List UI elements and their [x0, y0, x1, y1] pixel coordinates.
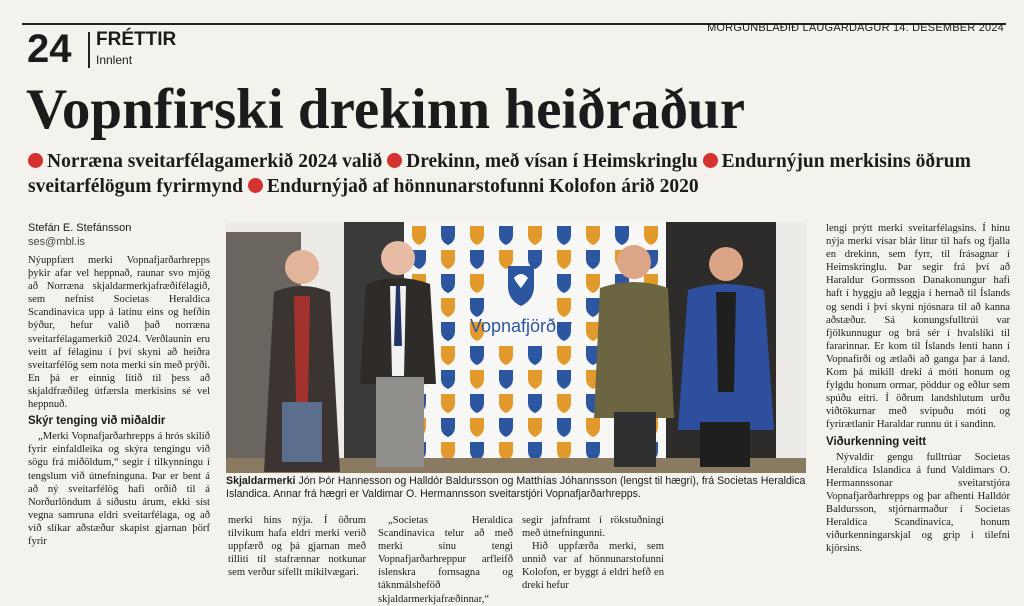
masthead: MORGUNBLAÐIÐ LAUGARDAGUR 14. DESEMBER 2024	[707, 22, 1004, 34]
column-5	[826, 222, 1010, 555]
deck	[28, 149, 1010, 199]
paragraph: „Societas Heraldica Scandinavica telur að með merki sínu tengi Vopnafjarðarhreppur arfleifð íslenskra fornsagna og táknmálsheföð skjaldarmerkjafræðinnar,“	[378, 515, 513, 605]
paragraph: Hið uppfærða merki, sem unnið var af hönnunarstofunni Kolofon, er byggt á eldri hefð en dreki hefur	[522, 541, 664, 592]
bullet-icon	[248, 178, 263, 193]
author: Stefán E. Stefánsson	[28, 222, 132, 234]
author-email[interactable]: ses@mbl.is	[28, 236, 86, 248]
subheading: Viðurkenning veitt	[826, 435, 927, 448]
headline: Vopnfirski drekinn heiðraður	[26, 78, 746, 141]
subsection-label: Innlent	[96, 53, 133, 67]
deck-item: Drekinn, með vísan í Heimskringlu	[406, 151, 698, 172]
bullet-icon	[703, 153, 718, 168]
column-2	[228, 514, 366, 579]
photo-illustration	[226, 222, 806, 473]
column-4	[522, 514, 664, 593]
header-divider	[88, 32, 90, 68]
backdrop-text: Vopnafjörður	[469, 316, 573, 336]
paragraph: Nývaldir gengu fulltrúar Societas Heraldica Islandica á fund Valdimars O. Hermannssonar sveitarstjóra Vopnafjarðarhrepps og þar afhenti Halldór Baldursson, stjórnarmaður í Societas Heraldica Scandinavica, honum viðurkenningarskjal og grip í tilefni kjörsins.	[826, 451, 1010, 555]
paragraph: segir jafnframt í rökstuðningi með útnefningunni.	[522, 515, 664, 540]
paragraph: merki hins nýja. Í öðrum tilvikum hafa eldri merki verið uppfærð og þá gjarnan með tilliti til stafrænnar notkunar sem verður sífellt mikilvægari.	[228, 515, 366, 579]
caption-lead: Skjaldarmerki	[226, 475, 296, 487]
paragraph: lengi prýtt merki sveitarfélagsins. Í hinu nýja merki vísar blár litur til hafs og fjalla en drekinn, sem fyrr, til frásagnar í Heimskringlu. Þar segir frá því að Haraldur Gormsson Danakonungur hafi haft í hyggju að leggja í hernað til Íslands og sendi í því skyni njósnara til að kanna aðstæður. Sá konungsfulltrúi var fjölkunnugur og brá sér í hvalslíki til fararinnar. Er kom til Íslands lenti hann í Vopnafirði og ætlaði að ganga þar á land. Kom þá mikill dreki á móti honum og fylgdu honum ormar, pöddur og eðlur sem spúðu eitri. Í öðrum landshlutum urðu viðtökurnar með svipuðu móti og fyrirætlanir Haraldar runnu út í sandinn.	[826, 223, 1010, 431]
deck-item: Endurnýjun merkisins öðrum sveitarfélögum fyrirmynd	[28, 151, 971, 197]
subheading: Skýr tenging við miðaldir	[28, 415, 166, 428]
paragraph: Nýuppfært merki Vopnafjarðarhrepps þykir afar vel heppnað, raunar svo mjög að Norræna skjaldarmerkjafræðifélagið, sem nefnist Societas Heraldica Scandinavica upp á latínu eins og hefðin býður, hefur valið það norræna sveitarfélagamerkið 2024. Verðlaunin eru veitt af félaginu í því skyni að heiðra sveitarfélög sem nota merki sín með prýði. En þá er einnig litið til þess að skjaldfræðileg útfærsla merkisins sé vel heppnuð.	[28, 255, 210, 411]
photo-caption	[226, 475, 806, 501]
bullet-icon	[28, 153, 43, 168]
deck-item: Endurnýjað af hönnunarstofunni Kolofon árið 2020	[266, 176, 699, 197]
paragraph: „Merki Vopnafjarðarhrepps á hrós skilið fyrir einfaldleika og skýra tengingu við sögu frá miðöldum,“ segir í tilkynningu í tengslum við útnefninguna. Þar er bent á að ný sveitarfélög hafi orðið til á Norðurlöndum á síðustu árum, ekki síst vegna samruna eldri sveitarfélaga, og að við slíkar aðstæður skapist gjarnan þörf fyrir	[28, 431, 210, 547]
bullet-icon	[387, 153, 402, 168]
section-label: FRÉTTIR	[96, 29, 177, 50]
photo	[226, 222, 806, 473]
column-1	[28, 254, 210, 548]
caption-text: Jón Þór Hannesson og Halldór Baldursson og Matthías Jóhannsson (lengst til hægri), frá Societas Heraldica Islandica. Annar frá hægri er Valdimar O. Hermannsson sveitarstjóri Vopnafjarðarhrepps.	[226, 475, 806, 500]
column-3	[378, 514, 513, 606]
page-number: 24	[27, 27, 72, 71]
deck-item: Norræna sveitarfélagamerkið 2024 valið	[47, 151, 383, 172]
